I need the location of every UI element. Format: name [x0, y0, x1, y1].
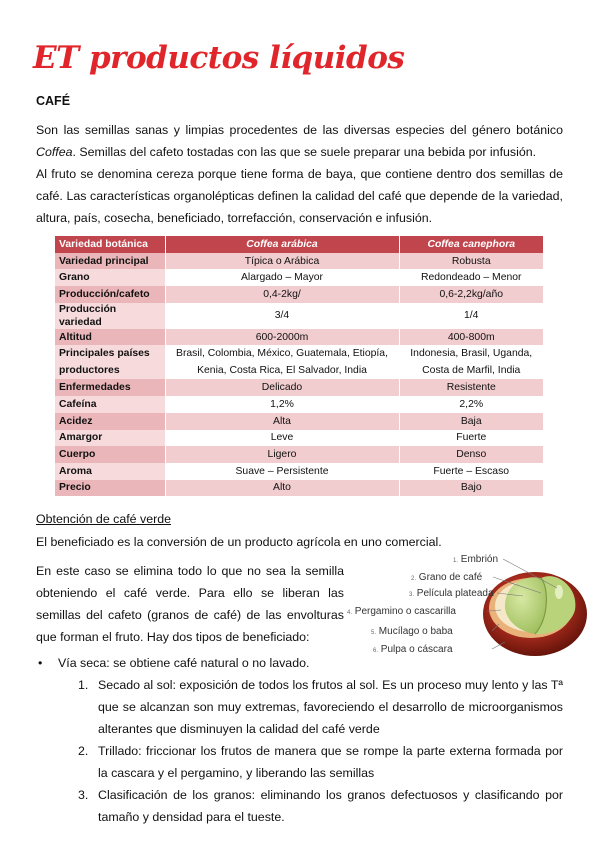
embryo-shape	[555, 585, 563, 599]
arabica-value: 1,2%	[165, 396, 399, 413]
table-row	[55, 480, 543, 497]
table-row	[55, 269, 543, 286]
table-row	[55, 345, 543, 379]
canephora-value: 0,6-2,2kg/año	[399, 286, 543, 303]
row-label: Producción variedad	[55, 303, 165, 329]
arabica-value: 3/4	[165, 303, 399, 329]
table-header-cell: Variedad botánica	[55, 236, 165, 253]
diagram-label-embryo: 1. Embrión	[453, 554, 499, 565]
diagram-label-silverskin: 3. Película plateada	[409, 588, 494, 599]
diagram-label-bean: 2. Grano de café	[411, 572, 483, 583]
dry-method-text: Vía seca: se obtiene café natural o no lavado.	[58, 656, 310, 670]
list-item	[58, 784, 563, 828]
diagram-label-parchment: 4. Pergamino o cascarilla	[347, 606, 456, 617]
canephora-value: Baja	[399, 413, 543, 430]
step-text: Secado al sol: exposición de todos los frutos al sol. Es un proceso muy lento y las Tª que se alcanzan son muy extremas, favoreciendo el desarrollo de microorganismos alterantes que disminuyen la calidad del café verde	[98, 678, 563, 736]
table-row	[55, 430, 543, 447]
green-coffee-heading: Obtención de café verde	[36, 512, 172, 526]
canephora-value: Fuerte	[399, 430, 543, 447]
list-item	[58, 674, 563, 740]
table-row	[55, 286, 543, 303]
row-label: Aroma	[55, 463, 165, 480]
list-item	[36, 652, 563, 828]
page-title: ET productos líquidos	[33, 40, 405, 76]
table-row	[55, 446, 543, 463]
row-label: Enfermedades	[55, 379, 165, 396]
canephora-value: 2,2%	[399, 396, 543, 413]
arabica-value: 0,4-2kg/	[165, 286, 399, 303]
step-number: 3.	[78, 788, 89, 802]
table-row	[55, 396, 543, 413]
table-header-row	[55, 236, 543, 253]
canephora-value: 400-800m	[399, 329, 543, 346]
table-header-cell: Coffea arábica	[165, 236, 399, 253]
row-label: Grano	[55, 269, 165, 286]
intro-paragraph-2: Al fruto se denomina cereza porque tiene forma de baya, que contiene dentro dos semillas de café. Las características organolépticas definen la calidad del café que depende de la variedad, altura, país, cosecha, beneficiado, torrefacción, conservación e infusión.	[36, 167, 563, 225]
section-heading: CAFÉ	[36, 94, 71, 108]
processing-methods-list	[36, 652, 563, 828]
diagram-label-pulp: 6. Pulpa o cáscara	[373, 644, 453, 655]
intro-paragraph-1	[36, 119, 563, 163]
list-item	[58, 740, 563, 784]
arabica-value: Alargado – Mayor	[165, 269, 399, 286]
row-label: Cafeína	[55, 396, 165, 413]
arabica-value: Delicado	[165, 379, 399, 396]
arabica-value: Alta	[165, 413, 399, 430]
row-label: Cuerpo	[55, 446, 165, 463]
row-label: Amargor	[55, 430, 165, 447]
table-row	[55, 413, 543, 430]
table-row	[55, 253, 543, 270]
canephora-value: 1/4	[399, 303, 543, 329]
table-row	[55, 329, 543, 346]
canephora-value: Redondeado – Menor	[399, 269, 543, 286]
table-header-cell: Coffea canephora	[399, 236, 543, 253]
arabica-value: Ligero	[165, 446, 399, 463]
dry-method-steps	[58, 674, 563, 828]
intro-p1-post: . Semillas del cafeto tostadas con las que se suele preparar una bebida por infusión.	[72, 145, 537, 159]
bullet: •	[38, 656, 43, 670]
canephora-value: Resistente	[399, 379, 543, 396]
canephora-value: Fuerte – Escaso	[399, 463, 543, 480]
canephora-value: Denso	[399, 446, 543, 463]
green-paragraph-2: En este caso se elimina todo lo que no sea la semilla obteniendo el café verde. Para ello se liberan las semillas del cafeto (granos de café) de las envolturas que forman el fruto. Hay dos tipos de beneficiado:	[36, 564, 344, 644]
coffee-cherry-illustration	[483, 572, 587, 656]
arabica-value: Leve	[165, 430, 399, 447]
intro-p1-pre: Son las semillas sanas y limpias procedentes de las diversas especies del género botánico	[36, 123, 563, 137]
step-text: Trillado: friccionar los frutos de manera que se rompe la parte externa formada por la cascara y el pergamino, y liberando las semillas	[98, 744, 563, 780]
row-label: Altitud	[55, 329, 165, 346]
row-label: Variedad principal	[55, 253, 165, 270]
diagram-label-mucilage: 5. Mucílago o baba	[371, 626, 453, 637]
step-number: 1.	[78, 678, 89, 692]
arabica-value: Típica o Arábica	[165, 253, 399, 270]
table-row	[55, 303, 543, 329]
canephora-value: Bajo	[399, 480, 543, 497]
row-label: Precio	[55, 480, 165, 497]
step-text: Clasificación de los granos: eliminando los granos defectuosos y clasificando por tamaño y densidad para el tueste.	[98, 788, 563, 824]
row-label: Principales países productores	[55, 345, 165, 379]
table-row	[55, 379, 543, 396]
intro-p1-genus: Coffea	[36, 145, 73, 159]
canephora-value: Indonesia, Brasil, Uganda, Costa de Marfil, India	[399, 345, 543, 379]
green-paragraph-1: El beneficiado es la conversión de un producto agrícola en uno comercial.	[36, 535, 442, 549]
arabica-value: 600-2000m	[165, 329, 399, 346]
arabica-value: Alto	[165, 480, 399, 497]
coffee-comparison-table	[55, 236, 543, 496]
table-row	[55, 463, 543, 480]
coffee-cherry-diagram	[335, 548, 595, 660]
canephora-value: Robusta	[399, 253, 543, 270]
row-label: Producción/cafeto	[55, 286, 165, 303]
arabica-value: Brasil, Colombia, México, Guatemala, Etiopía, Kenia, Costa Rica, El Salvador, India	[165, 345, 399, 379]
row-label: Acidez	[55, 413, 165, 430]
arabica-value: Suave – Persistente	[165, 463, 399, 480]
step-number: 2.	[78, 744, 89, 758]
